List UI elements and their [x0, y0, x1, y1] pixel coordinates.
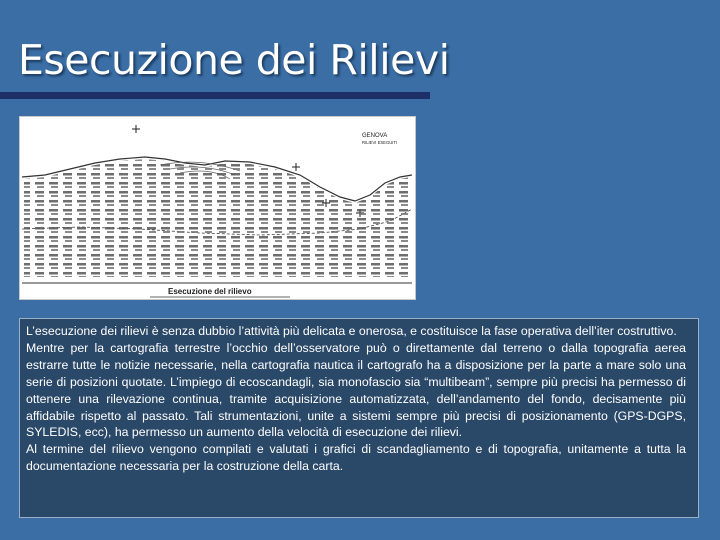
body-paragraph: Al termine del rilievo vengono compilati e valutati i grafici di scandagliamento e di topografia, unitamente a tutta la documentazione necessaria per la costruzione della carta. [26, 442, 686, 474]
survey-map-drawing [20, 117, 415, 299]
slide-title: Esecuzione dei Rilievi [18, 36, 450, 84]
body-paragraph: L’esecuzione dei rilievi è senza dubbio l’attività più delicata e onerosa, e costituisce la fase operativa dell’iter costruttivo. [26, 324, 677, 338]
map-subtitle: RILIEVI ESEGUITI [362, 140, 398, 145]
map-title: GENOVA [362, 133, 388, 139]
map-caption: Esecuzione del rilievo [168, 287, 252, 296]
survey-map-image [19, 116, 416, 300]
body-text-box [19, 318, 699, 518]
title-underline [0, 92, 430, 99]
body-paragraph: Mentre per la cartografia terrestre l’occhio dell’osservatore può o direttamente dal terreno o dalla topografia aerea estrarre tutte le notizie necessarie, nella cartografia nautica il cartografo ha a disposizione per la parte a mare solo una serie di posizioni quotate. L’impiego di ecoscandagli, sia monofascio sia “multibeam”, sempre più precisi ha permesso di ottenere una rilevazione continua, tramite acquisizione automatizzata, dell’andamento del fondo, decisamente più affidabile rispetto al passato. Tali strumentazioni, unite a sistemi sempre più precisi di posizionamento (GPS-DGPS, SYLEDIS, ecc), ha permesso un aumento della velocità di esecuzione dei rilievi. [26, 340, 686, 440]
